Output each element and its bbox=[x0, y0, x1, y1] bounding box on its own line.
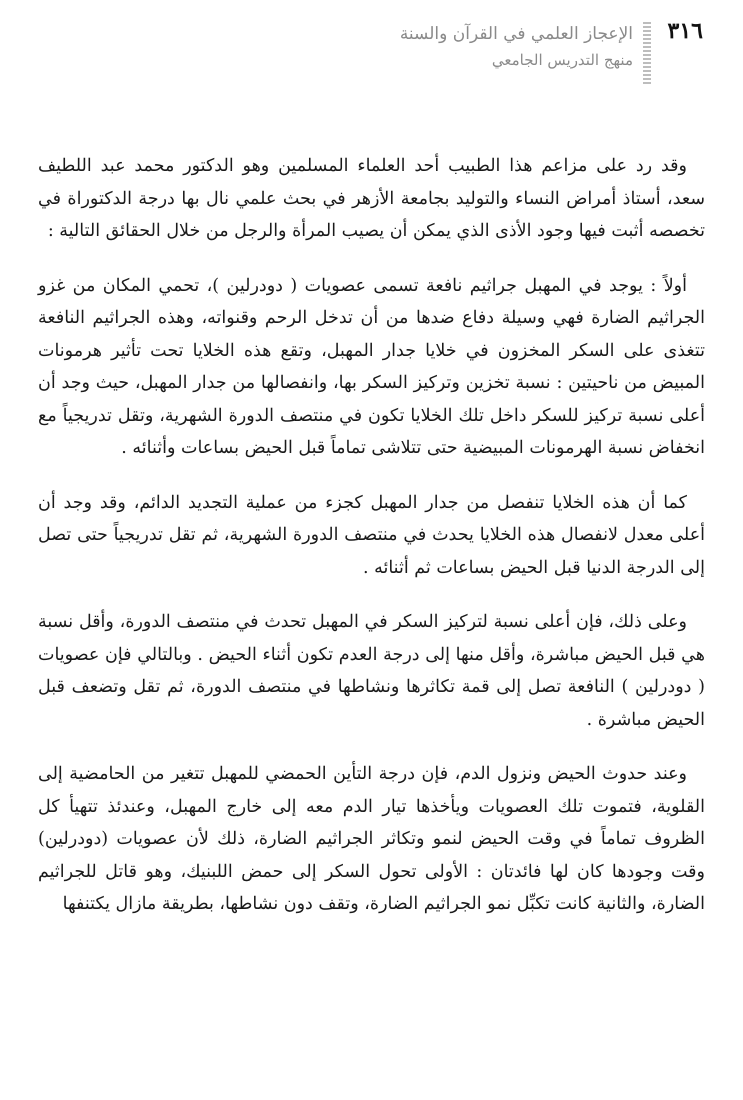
paragraph-intro: وقد رد على مزاعم هذا الطبيب أحد العلماء المسلمين وهو الدكتور محمد عبد اللطيف سعد، أستاذ أمراض النساء والتوليد بجامعة الأزهر في بحث علمي نال بها درجة الدكتوراة في تخصصه أثبت فيها وجود الأذى الذي يمكن أن يصيب المرأة والرجل من خلال الحقائق التالية : bbox=[38, 156, 705, 241]
section-title: منهج التدريس الجامعي bbox=[491, 51, 633, 69]
book-title: الإعجاز العلمي في القرآن والسنة bbox=[399, 24, 633, 44]
paragraph-cell-separation: كما أن هذه الخلايا تنفصل من جدار المهبل كجزء من عملية التجديد الدائم، وقد وجد أن أعلى معدل لانفصال هذه الخلايا يحدث في منتصف الدورة الشهرية، ثم تقل تدريجياً حتى تصل إلى الدرجة الدنيا قبل الحيض بساعات ثم أثنائه . bbox=[38, 492, 705, 578]
page-body bbox=[38, 150, 705, 943]
page-number: ٣١٦ bbox=[667, 18, 703, 44]
paragraph-sugar-concentration: وعلى ذلك، فإن أعلى نسبة لتركيز السكر في المهبل تحدث في منتصف الدورة، وأقل نسبة هي قبل الحيض مباشرة، وأقل منها إلى درجة العدم تكون أثناء الحيض . وبالتالي فإن عصويات ( دودرلين ) النافعة تصل إلى قمة تكاثرها ونشاطها في منتصف الدورة، ثم تقل وتضعف قبل الحيض مباشرة . bbox=[38, 612, 705, 730]
header-titles bbox=[400, 22, 633, 74]
page-header bbox=[40, 18, 703, 98]
paragraph-menstruation: وعند حدوث الحيض ونزول الدم، فإن درجة التأين الحمضي للمهبل تتغير من الحامضية إلى القلوية، فتموت تلك العصويات ويأخذها تيار الدم معه إلى خارج المهبل، وعندئذ تتهيأ كل الظروف تماماً في وقت الحيض لنمو وتكاثر الجراثيم الضارة، ذلك لأن عصويات (دودرلين) وقت وجودها كان لها فائدتان : الأولى تحول السكر إلى حمض اللبنيك، وهو قاتل للجراثيم الضارة، والثانية كانت تكبِّل نمو الجراثيم الضارة، وتقف دون نشاطها، بطريقة مازال يكتنفها bbox=[38, 764, 705, 914]
header-decoration bbox=[643, 22, 651, 84]
paragraph-first-fact: أولاً : يوجد في المهبل جراثيم نافعة تسمى عصويات ( دودرلين )، تحمي المكان من غزو الجراثيم الضارة فهي وسيلة دفاع ضدها من أن تدخل الرحم وقنواته، وهذه الجراثيم النافعة تتغذى على السكر المخزون في خلايا جدار المهبل، وتقع هذه الخلايا تحت تأثير هرمونات المبيض من ناحيتين : نسبة تخزين وتركيز السكر بها، وانفصالها من جدار المهبل، حيث وجد أن أعلى نسبة تركيز للسكر داخل تلك الخلايا تكون في منتصف الدورة الشهرية، وتقل تدريجياً مع انخفاض نسبة الهرمونات المبيضية حتى تتلاشى تماماً قبل الحيض بساعات وأثنائه . bbox=[38, 275, 705, 458]
